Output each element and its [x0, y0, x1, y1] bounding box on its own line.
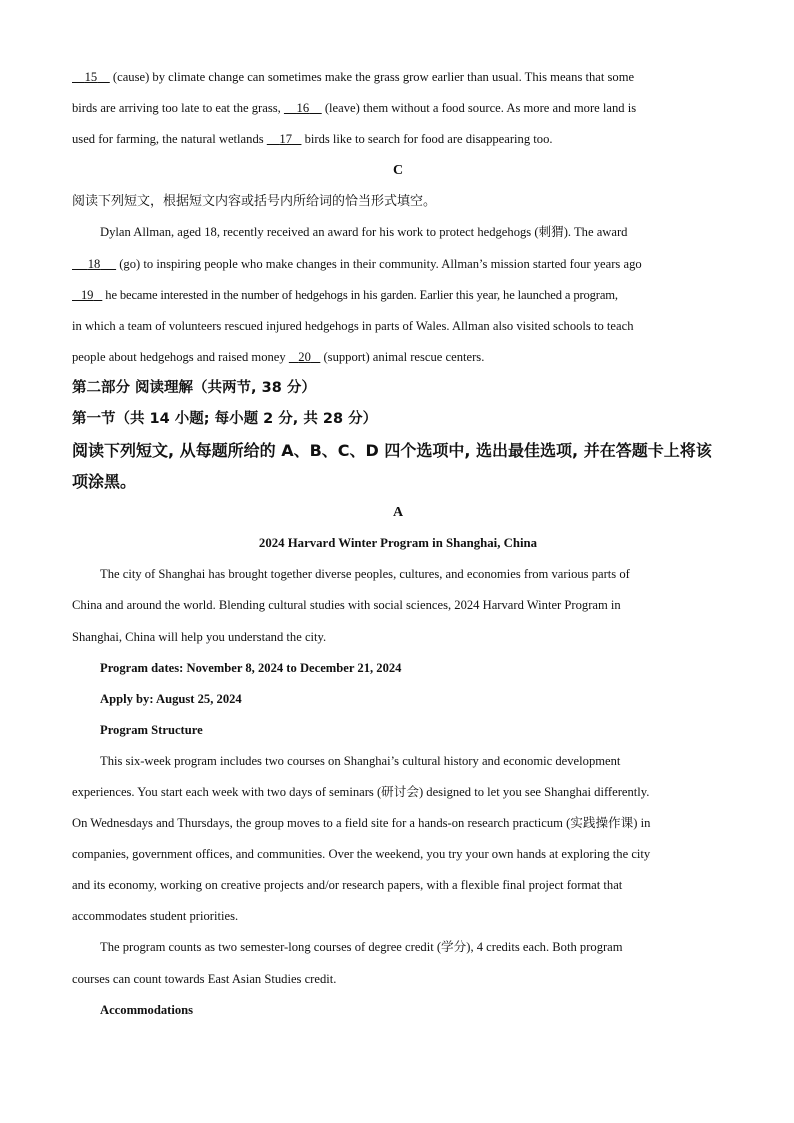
- passage-a-letter: A: [392, 505, 404, 521]
- structure-line-2: experiences. You start each week with two days of seminars (研讨会) designed to let you see Shanghai differently.: [72, 784, 650, 799]
- passage-a-intro-3: Shanghai, China will help you understand the city.: [72, 629, 327, 644]
- structure-line-5: and its economy, working on creative projects and/or research papers, with a flexible final project format that: [72, 878, 623, 893]
- passage-b-line-3: used for farming, the natural wetlands 17 birds like to search for food are disappearing too.: [72, 132, 553, 147]
- blank-19: 19: [81, 287, 94, 302]
- credit-line-2: courses can count towards East Asian Studies credit.: [72, 971, 337, 986]
- section-c-line-4: in which a team of volunteers rescued injured hedgehogs in parts of Wales. Allman also visited schools to teach: [72, 318, 634, 333]
- program-structure-heading: Program Structure: [100, 722, 203, 737]
- part-two-heading: 第二部分 阅读理解（共两节, 38 分）: [72, 379, 316, 396]
- blank-15: 15: [84, 70, 98, 84]
- reading-instruction-line-1: 阅读下列短文, 从每题所给的 A、B、C、D 四个选项中, 选出最佳选项, 并在答题卡上将该: [72, 441, 712, 461]
- apply-by: Apply by: August 25, 2024: [100, 691, 242, 706]
- program-dates: Program dates: November 8, 2024 to December 21, 2024: [100, 660, 402, 675]
- accommodations-heading: Accommodations: [100, 1002, 194, 1017]
- section-c-letter: C: [392, 163, 404, 179]
- structure-line-4: companies, government offices, and communities. Over the weekend, you try your own hands at exploring the city: [72, 847, 651, 862]
- blank-17: 17: [279, 132, 292, 147]
- blank-18: 18: [87, 256, 101, 271]
- reading-instruction-line-2: 项涂黑。: [72, 472, 137, 492]
- blank-20: 20: [298, 349, 311, 364]
- section-one-heading: 第一节（共 14 小题; 每小题 2 分, 共 28 分）: [72, 411, 378, 428]
- section-c-line-5: people about hedgehogs and raised money 20 (support) animal rescue centers.: [72, 349, 485, 364]
- document-page: [72, 62, 724, 1026]
- section-c-line-2: 18 (go) to inspiring people who make changes in their community. Allman’s mission started four years ago: [72, 249, 724, 280]
- structure-line-3: On Wednesdays and Thursdays, the group moves to a field site for a hands-on research practicum (实践操作课) in: [72, 816, 651, 831]
- credit-line-1: The program counts as two semester-long courses of degree credit (学分), 4 credits each. Both program: [100, 940, 623, 955]
- passage-b-line-2: birds are arriving too late to eat the grass, 16 (leave) them without a food source. As more and more land is: [72, 101, 637, 116]
- passage-b-line-1: 15 (cause) by climate change can sometimes make the grass grow earlier than usual. This means that some: [72, 62, 724, 93]
- structure-line-1: This six-week program includes two courses on Shanghai’s cultural history and economic development: [100, 753, 621, 768]
- blank-16: 16: [296, 101, 310, 116]
- section-c-line-3: 19 he became interested in the number of hedgehogs in his garden. Earlier this year, he launched a program,: [72, 280, 724, 311]
- section-c-instruction: 阅读下列短文，根据短文内容或括号内所给词的恰当形式填空。: [72, 194, 437, 210]
- section-c-line-1: Dylan Allman, aged 18, recently received an award for his work to protect hedgehogs (刺猬). The award: [100, 225, 628, 240]
- structure-line-6: accommodates student priorities.: [72, 909, 239, 924]
- passage-a-title: 2024 Harvard Winter Program in Shanghai, China: [258, 536, 538, 551]
- passage-a-intro-2: China and around the world. Blending cultural studies with social sciences, 2024 Harvard Winter Program in: [72, 598, 621, 613]
- passage-a-intro-1: The city of Shanghai has brought together diverse peoples, cultures, and economies from various parts of: [100, 567, 630, 582]
